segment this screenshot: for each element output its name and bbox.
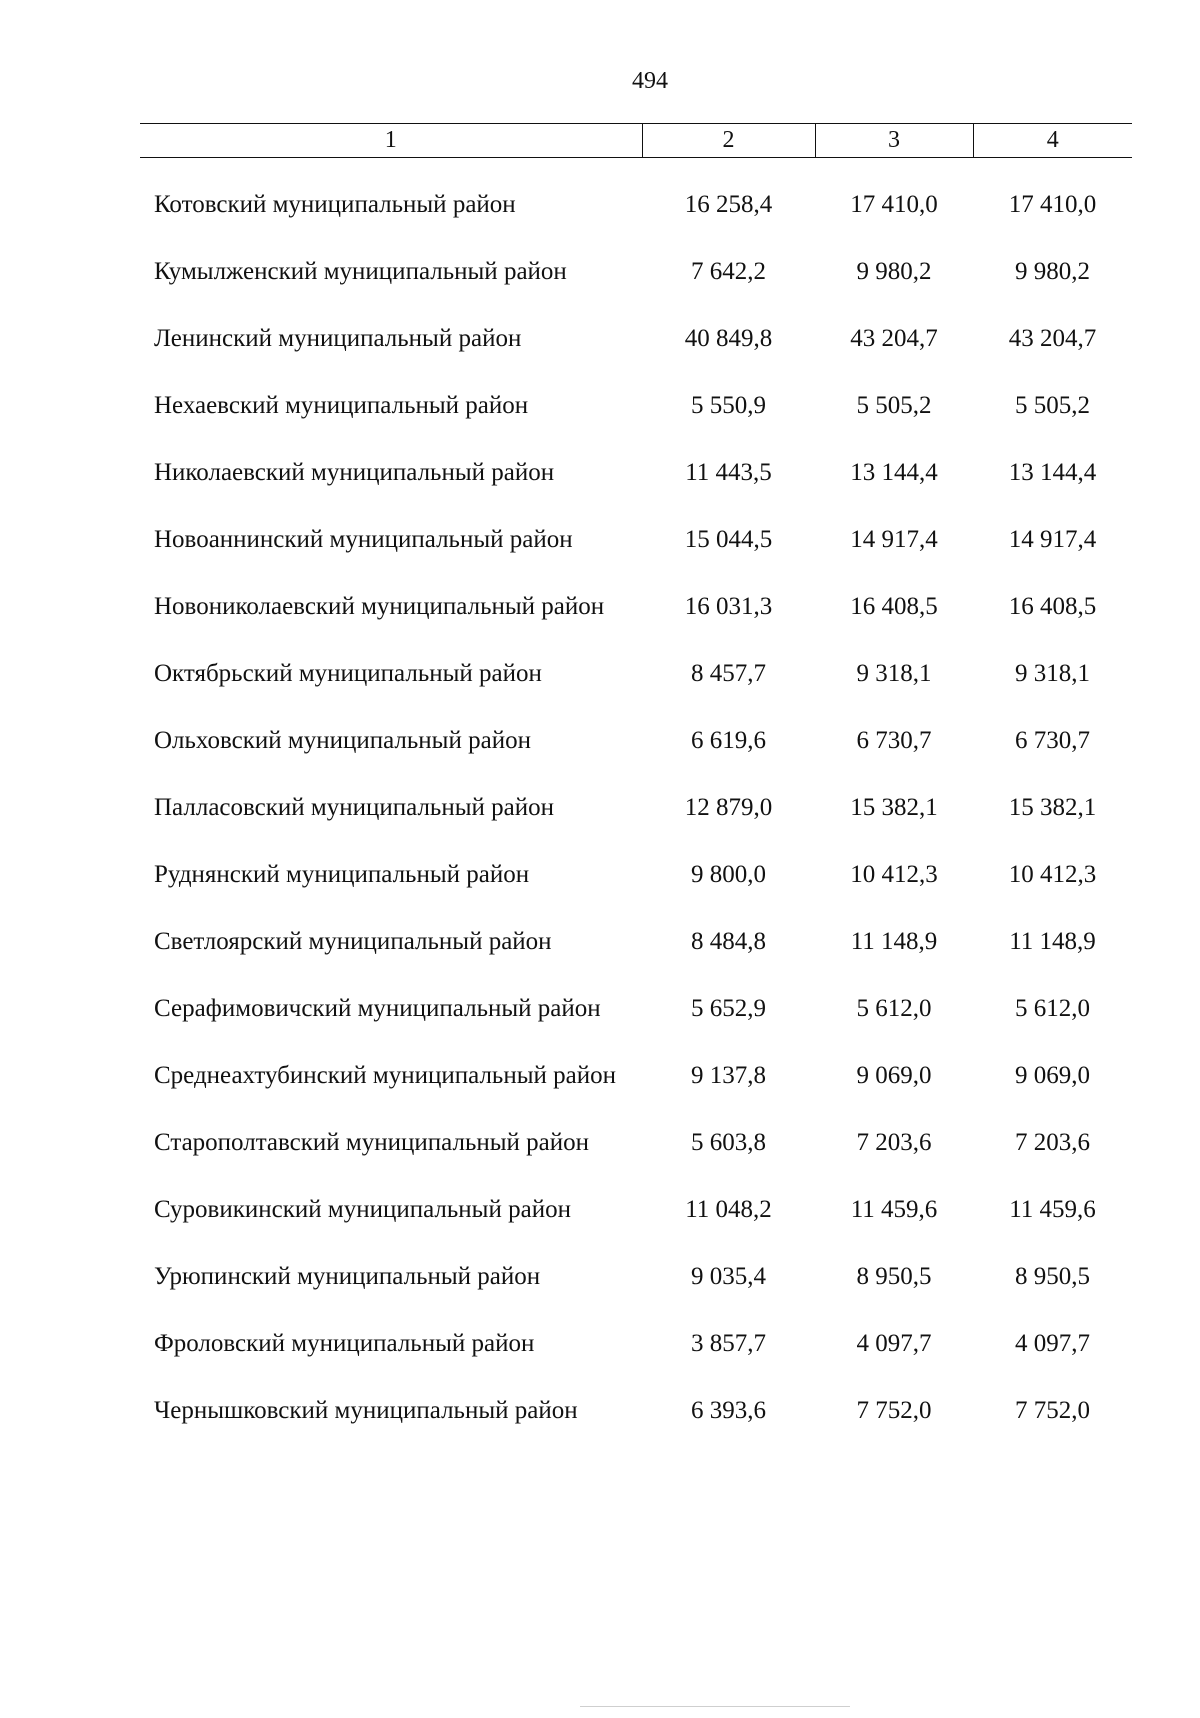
value-column-3: 11 459,6	[850, 1196, 938, 1223]
table-row	[140, 158, 1132, 256]
value-column-3: 16 408,5	[850, 593, 938, 620]
district-name: Октябрьский муниципальный район	[154, 660, 542, 687]
value-column-3: 8 950,5	[856, 1263, 932, 1290]
table-row	[140, 1059, 1132, 1126]
table-row	[140, 858, 1132, 925]
value-column-4: 10 412,3	[1008, 861, 1097, 888]
table-row	[140, 925, 1132, 992]
district-name: Кумылженский муниципальный район	[154, 258, 567, 285]
column-header-4: 4	[973, 124, 1132, 158]
value-column-3: 15 382,1	[850, 794, 938, 821]
column-header-3: 3	[815, 124, 973, 158]
district-name: Серафимовичский муниципальный район	[154, 995, 601, 1022]
value-column-4: 13 144,4	[1008, 459, 1097, 486]
value-column-3: 5 612,0	[856, 995, 932, 1022]
value-column-3: 9 980,2	[856, 258, 932, 285]
table-row	[140, 1260, 1132, 1327]
page-number: 494	[632, 68, 668, 94]
value-column-3: 7 203,6	[856, 1129, 932, 1156]
district-name: Фроловский муниципальный район	[154, 1330, 535, 1357]
value-column-2: 3 857,7	[691, 1330, 766, 1357]
district-name: Палласовский муниципальный район	[154, 794, 554, 821]
value-column-4: 8 950,5	[1015, 1263, 1090, 1290]
value-column-4: 5 505,2	[1015, 392, 1090, 419]
bottom-scan-line	[580, 1706, 850, 1707]
budget-table-container	[140, 123, 1132, 1461]
value-column-4: 9 069,0	[1015, 1062, 1090, 1089]
value-column-4: 11 148,9	[1009, 928, 1096, 955]
value-column-2: 8 457,7	[691, 660, 766, 687]
table-row	[140, 724, 1132, 791]
budget-table	[140, 123, 1132, 1461]
value-column-4: 6 730,7	[1015, 727, 1090, 754]
table-row	[140, 791, 1132, 858]
district-name: Руднянский муниципальный район	[154, 861, 530, 888]
value-column-4: 14 917,4	[1008, 526, 1097, 553]
value-column-2: 5 603,8	[691, 1129, 766, 1156]
value-column-4: 7 203,6	[1015, 1129, 1090, 1156]
value-column-2: 11 443,5	[685, 459, 772, 486]
value-column-2: 6 619,6	[691, 727, 766, 754]
table-row	[140, 523, 1132, 590]
table-row	[140, 1193, 1132, 1260]
value-column-2: 7 642,2	[691, 258, 766, 285]
district-name: Старополтавский муниципальный район	[154, 1129, 589, 1156]
value-column-3: 9 069,0	[856, 1062, 932, 1089]
value-column-2: 40 849,8	[684, 325, 773, 352]
column-header-1: 1	[140, 124, 642, 158]
value-column-4: 17 410,0	[1008, 191, 1097, 218]
table-row	[140, 255, 1132, 322]
value-column-3: 43 204,7	[850, 325, 938, 352]
value-column-3: 4 097,7	[856, 1330, 932, 1357]
value-column-4: 9 318,1	[1015, 660, 1090, 687]
value-column-2: 16 031,3	[684, 593, 773, 620]
value-column-3: 5 505,2	[856, 392, 932, 419]
value-column-4: 11 459,6	[1009, 1196, 1096, 1223]
table-row	[140, 322, 1132, 389]
value-column-3: 14 917,4	[850, 526, 938, 553]
value-column-2: 15 044,5	[684, 526, 773, 553]
value-column-4: 7 752,0	[1015, 1397, 1090, 1424]
value-column-2: 6 393,6	[691, 1397, 766, 1424]
value-column-3: 7 752,0	[856, 1397, 932, 1424]
value-column-2: 11 048,2	[685, 1196, 772, 1223]
value-column-2: 5 652,9	[691, 995, 766, 1022]
district-name: Нехаевский муниципальный район	[154, 392, 529, 419]
value-column-2: 9 137,8	[691, 1062, 766, 1089]
value-column-3: 6 730,7	[856, 727, 932, 754]
value-column-2: 9 035,4	[691, 1263, 766, 1290]
table-row	[140, 590, 1132, 657]
value-column-4: 43 204,7	[1008, 325, 1097, 352]
column-header-2: 2	[642, 124, 815, 158]
table-header-row	[140, 124, 1132, 158]
district-name: Николаевский муниципальный район	[154, 459, 555, 486]
table-row	[140, 1327, 1132, 1394]
district-name: Котовский муниципальный район	[154, 191, 516, 218]
value-column-4: 4 097,7	[1015, 1330, 1090, 1357]
table-row	[140, 456, 1132, 523]
district-name: Чернышковский муниципальный район	[154, 1397, 578, 1424]
value-column-3: 11 148,9	[850, 928, 938, 955]
table-row	[140, 1394, 1132, 1461]
table-header	[140, 124, 1132, 158]
value-column-4: 5 612,0	[1015, 995, 1090, 1022]
table-row	[140, 657, 1132, 724]
value-column-3: 17 410,0	[850, 191, 938, 218]
district-name: Ольховский муниципальный район	[154, 727, 531, 754]
value-column-3: 13 144,4	[850, 459, 938, 486]
district-name: Новоаннинский муниципальный район	[154, 526, 573, 553]
district-name: Светлоярский муниципальный район	[154, 928, 552, 955]
value-column-2: 8 484,8	[691, 928, 766, 955]
value-column-4: 9 980,2	[1015, 258, 1090, 285]
table-row	[140, 992, 1132, 1059]
value-column-4: 16 408,5	[1008, 593, 1097, 620]
value-column-2: 5 550,9	[691, 392, 766, 419]
district-name: Новониколаевский муниципальный район	[154, 593, 605, 620]
district-name: Суровикинский муниципальный район	[154, 1196, 571, 1223]
value-column-4: 15 382,1	[1008, 794, 1097, 821]
table-row	[140, 1126, 1132, 1193]
value-column-3: 9 318,1	[856, 660, 932, 687]
district-name: Урюпинский муниципальный район	[154, 1263, 541, 1290]
district-name: Среднеахтубинский муниципальный район	[154, 1062, 616, 1089]
table-body	[140, 158, 1132, 1462]
value-column-3: 10 412,3	[850, 861, 938, 888]
value-column-2: 12 879,0	[684, 794, 773, 821]
table-row	[140, 389, 1132, 456]
value-column-2: 9 800,0	[691, 861, 766, 888]
value-column-2: 16 258,4	[684, 191, 773, 218]
district-name: Ленинский муниципальный район	[154, 325, 522, 352]
